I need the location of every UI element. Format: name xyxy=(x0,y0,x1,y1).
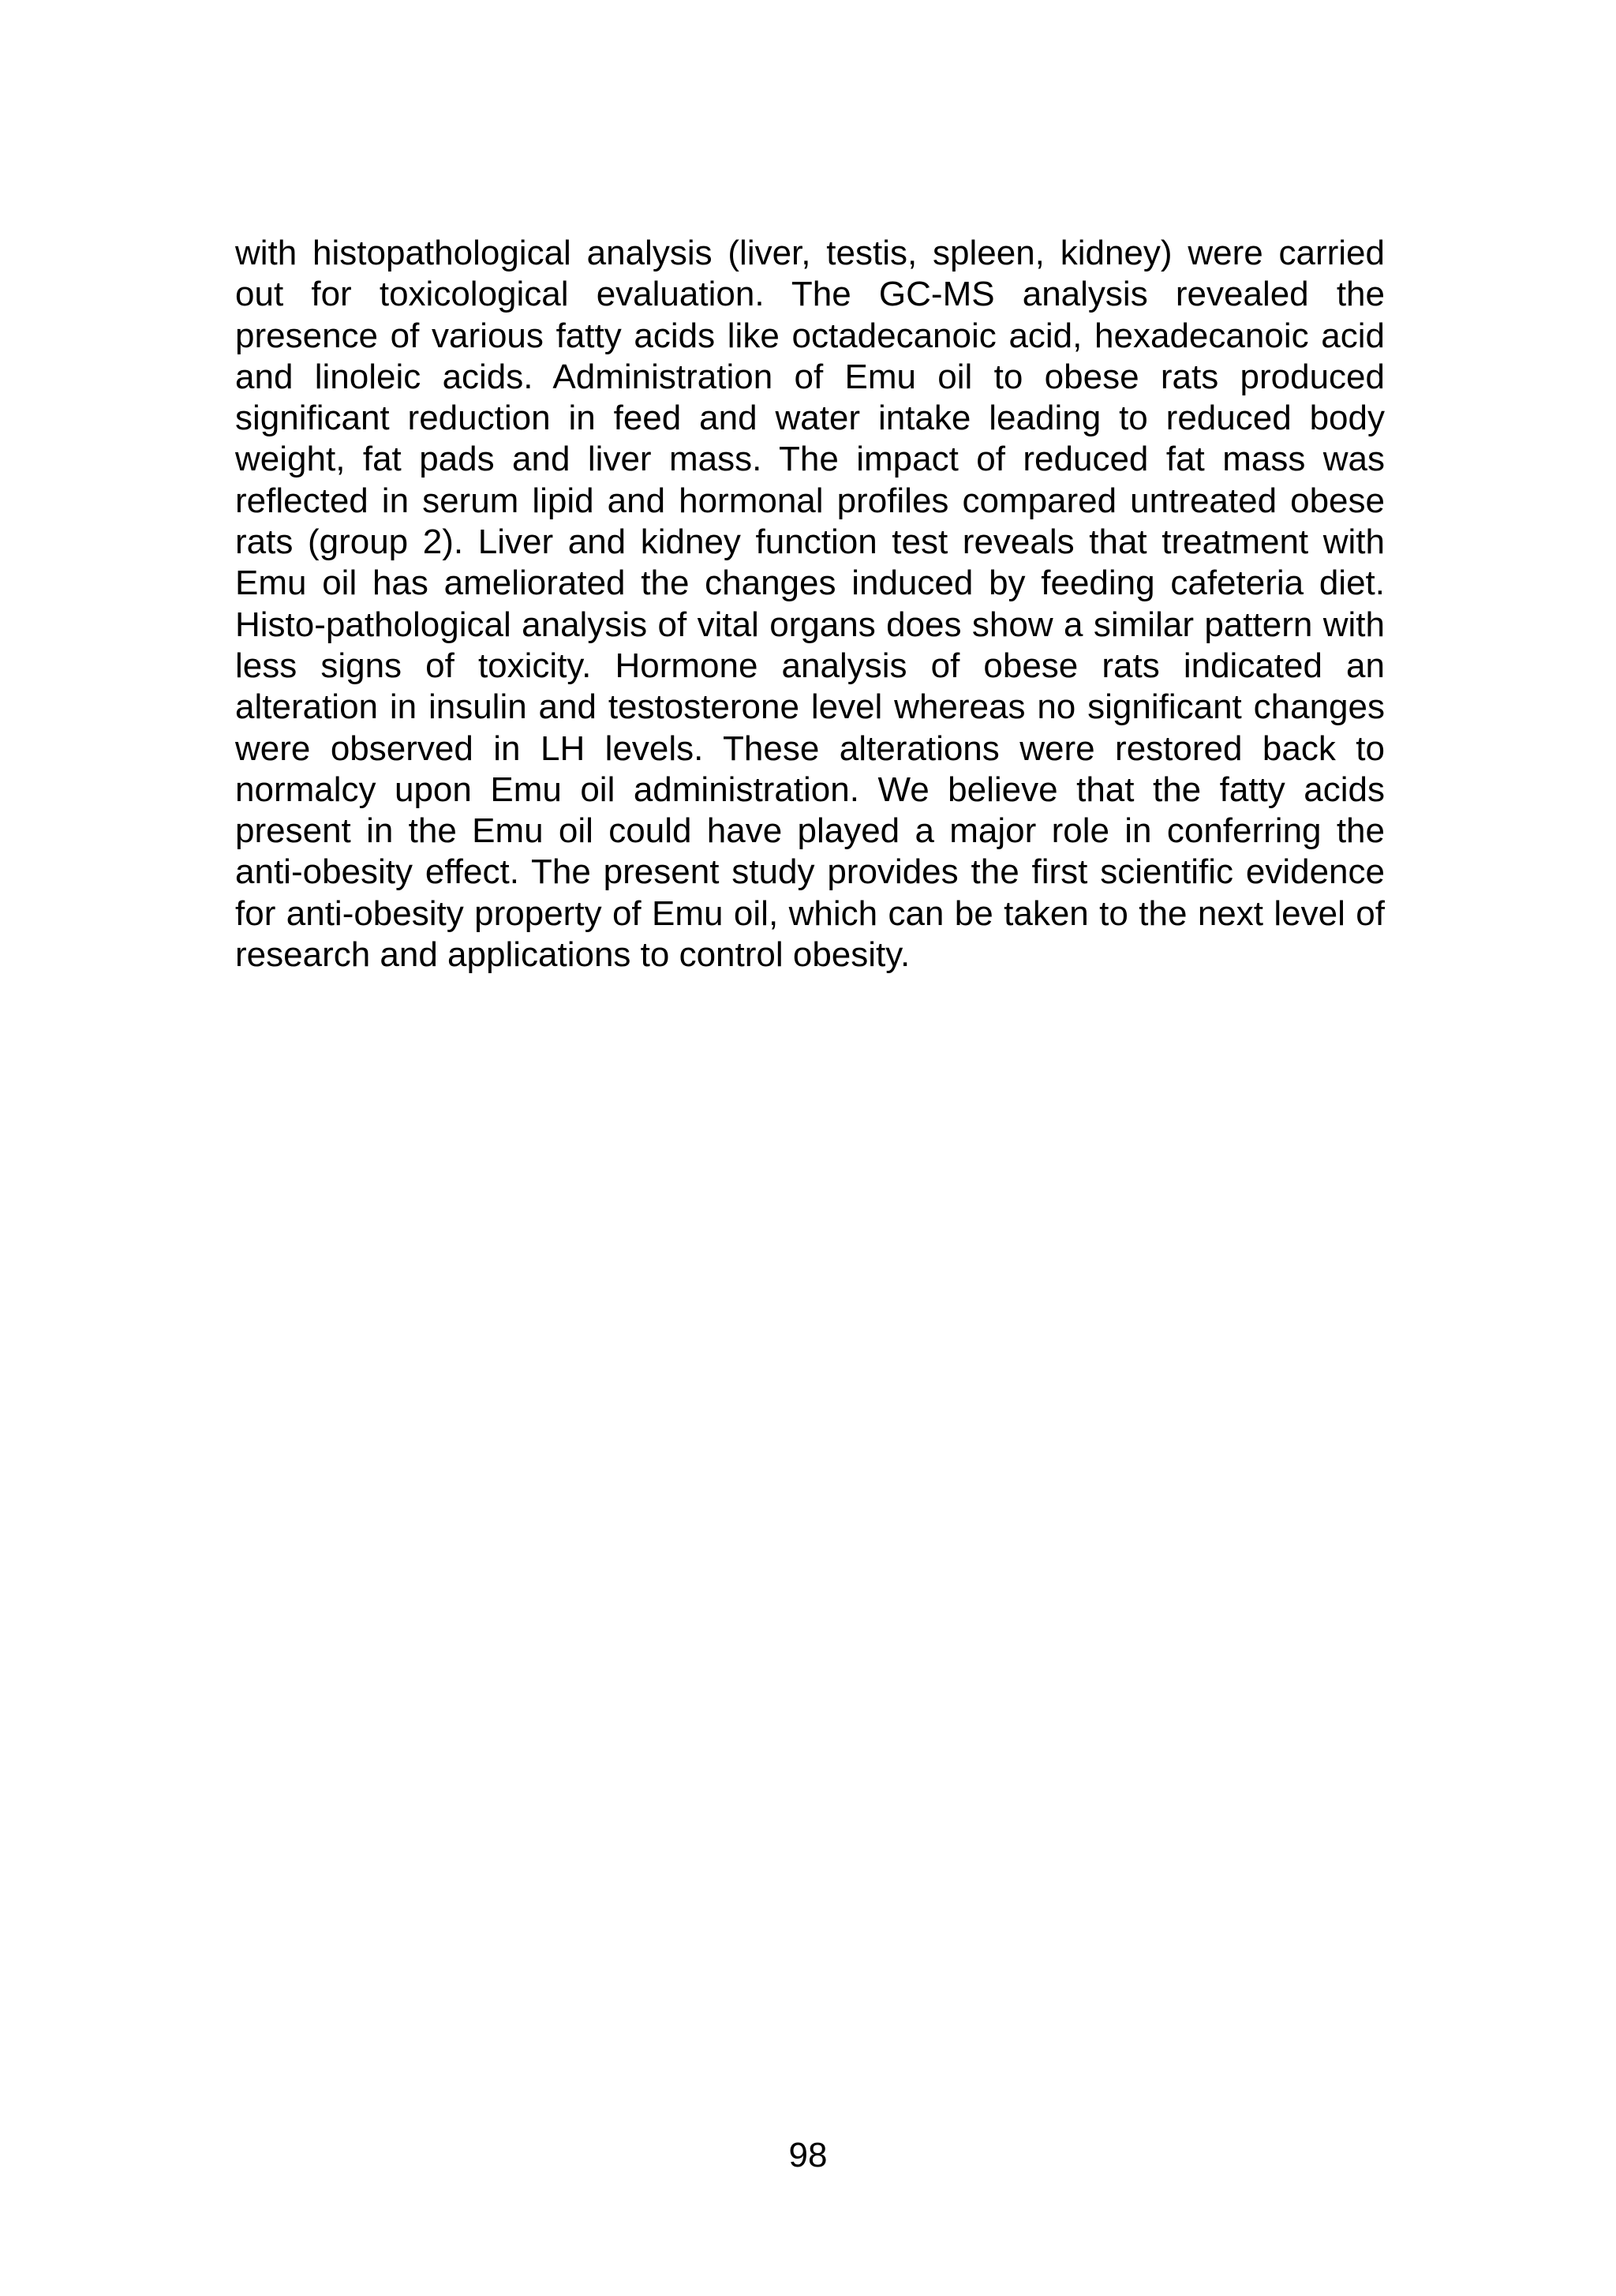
abstract-paragraph: with histopathological analysis (liver, testis, spleen, kidney) were carried out for toxicological evaluation. The GC-MS analysis revealed the presence of various fatty acids like octadecanoic acid, hexadecanoic acid and linoleic acids. Administration of Emu oil to obese rats produced significant reduction in feed and water intake leading to reduced body weight, fat pads and liver mass. The impact of reduced fat mass was reflected in serum lipid and hormonal profiles compared untreated obese rats (group 2). Liver and kidney function test reveals that treatment with Emu oil has ameliorated the changes induced by feeding cafeteria diet. Histo-pathological analysis of vital organs does show a similar pattern with less signs of toxicity. Hormone analysis of obese rats indicated an alteration in insulin and testosterone level whereas no significant changes were observed in LH levels. These alterations were restored back to normalcy upon Emu oil administration. We believe that the fatty acids present in the Emu oil could have played a major role in conferring the anti-obesity effect. The present study provides the first scientific evidence for anti-obesity property of Emu oil, which can be taken to the next level of research and applications to control obesity. xyxy=(235,234,1385,975)
page-number: 98 xyxy=(788,2136,828,2174)
